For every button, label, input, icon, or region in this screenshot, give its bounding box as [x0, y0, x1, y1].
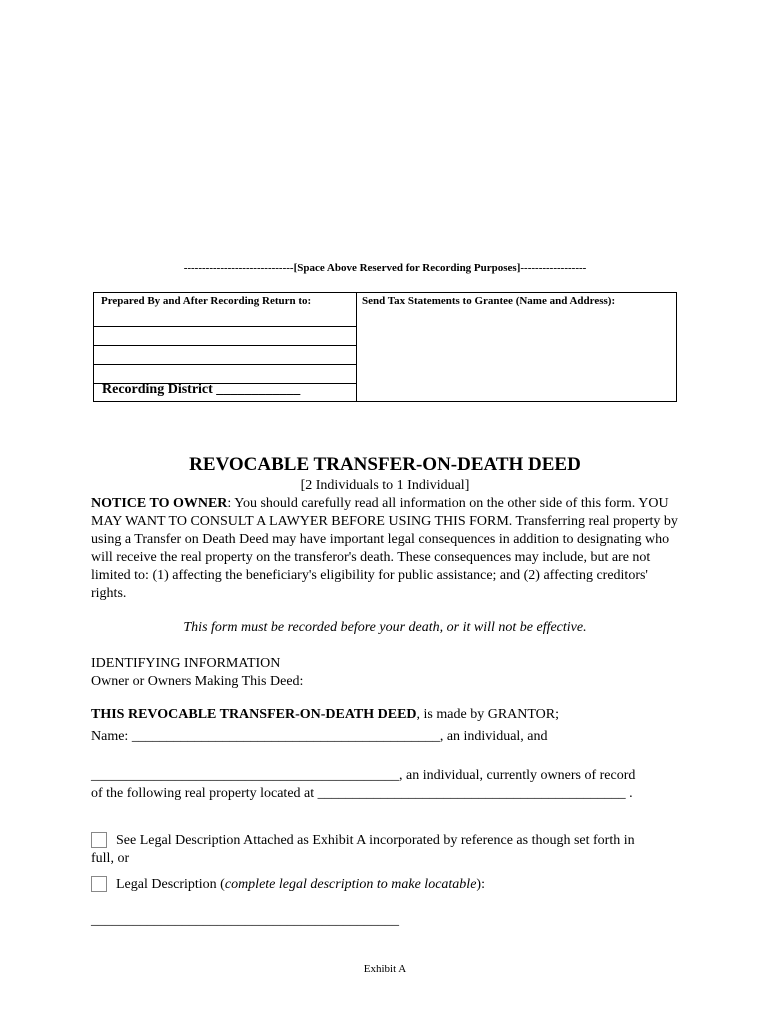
grantor-name-field[interactable]: Name: ____________________________________________, an individual, and — [91, 729, 548, 744]
page-footer: Exhibit A — [363, 963, 407, 975]
made-by-line — [91, 707, 559, 723]
prepared-by-label: Prepared By and After Recording Return to: — [101, 295, 312, 307]
legal-description-prefix: Legal Description ( — [116, 877, 225, 892]
deed-subtitle: [2 Individuals to 1 Individual] — [300, 478, 470, 493]
return-address-line-2[interactable] — [94, 345, 356, 346]
exhibit-a-checkbox[interactable] — [91, 832, 107, 848]
legal-description-option — [116, 877, 485, 893]
exhibit-a-option-line2: full, or — [91, 851, 130, 866]
notice-to-owner — [91, 495, 681, 603]
return-address-line-3[interactable] — [94, 364, 356, 365]
deed-title: REVOCABLE TRANSFER-ON-DEATH DEED — [189, 454, 581, 475]
legal-description-blank[interactable]: ____________________________________________ — [91, 913, 399, 928]
reserved-space-header: ------------------------------[Space Above Reserved for Recording Purposes]------------------ — [183, 262, 587, 274]
owners-line: Owner or Owners Making This Deed: — [91, 674, 304, 689]
send-tax-label: Send Tax Statements to Grantee (Name and Address): — [362, 295, 616, 307]
second-grantor-field[interactable]: ____________________________________________, an individual, currently owners of record — [91, 768, 636, 783]
must-record-note: This form must be recorded before your death, or it will not be effective. — [183, 620, 587, 635]
legal-description-suffix: ): — [476, 877, 485, 892]
legal-description-checkbox[interactable] — [91, 876, 107, 892]
legal-description-italic: complete legal description to make locatable — [224, 877, 477, 892]
recording-district[interactable]: Recording District ____________ — [102, 382, 301, 397]
recording-info-box — [93, 292, 677, 402]
notice-text: : You should carefully read all information on the other side of this form. YOU MAY WANT TO CONSULT A LAWYER BEFORE USING THIS FORM. Transferring real property by using a Transfer on Death Deed may have important legal consequences in addition to designating who will receive the real property on the transferor's death. These consequences may include, but are not limited to: (1) affecting the beneficiary's eligibility for public assistance; and (2) affecting creditors' rights. — [91, 496, 678, 601]
property-location-field[interactable]: of the following real property located at ____________________________________________ . — [91, 786, 633, 801]
identifying-heading: IDENTIFYING INFORMATION — [91, 656, 281, 671]
made-by-rest: , is made by GRANTOR; — [416, 707, 560, 722]
prepared-by-section — [94, 293, 357, 401]
notice-label: NOTICE TO OWNER — [91, 496, 228, 511]
made-by-bold: THIS REVOCABLE TRANSFER-ON-DEATH DEED — [91, 707, 417, 722]
exhibit-a-option-line1: See Legal Description Attached as Exhibit A incorporated by reference as though set forth in — [116, 833, 635, 848]
return-address-line-1[interactable] — [94, 326, 356, 327]
